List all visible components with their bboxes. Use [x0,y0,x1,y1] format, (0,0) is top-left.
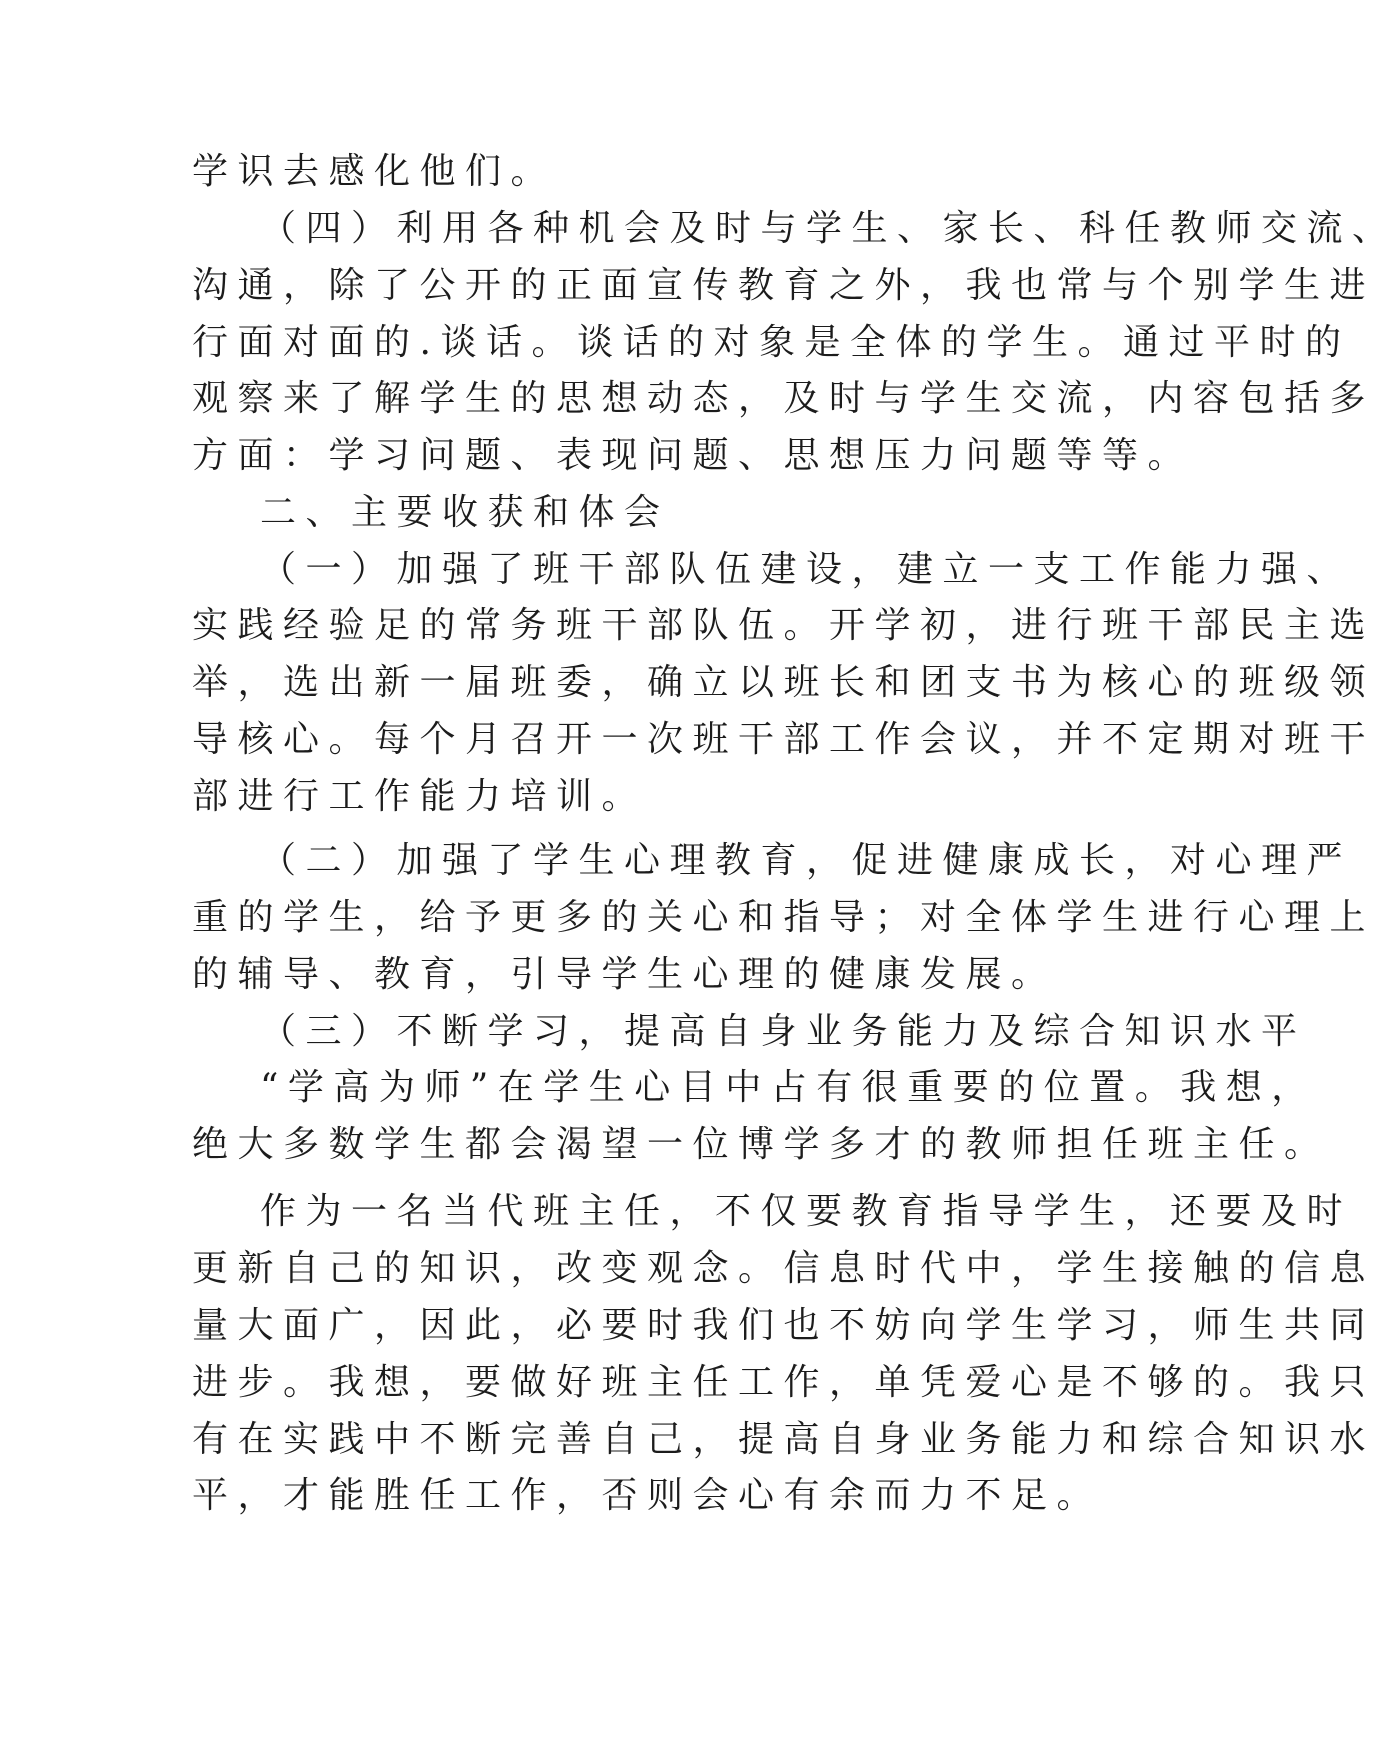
text-line: 部进行工作能力培训。 [192,776,648,817]
text-line: （二）加强了学生心理教育，促进健康成长，对心理严 [260,840,1353,881]
text-line: 更新自己的知识，改变观念。信息时代中，学生接触的信息 [192,1248,1376,1289]
text-line: 重的学生，给予更多的关心和指导；对全体学生进行心理上 [192,897,1376,938]
text-line: 导核心。每个月召开一次班干部工作会议，并不定期对班干 [192,719,1376,760]
text-line: “学高为师”在学生心目中占有很重要的位置。我想， [260,1067,1317,1108]
text-line: 沟通，除了公开的正面宣传教育之外，我也常与个别学生进 [192,265,1376,306]
text-line: （三）不断学习，提高自身业务能力及综合知识水平 [260,1011,1307,1052]
text-line: （四）利用各种机会及时与学生、家长、科任教师交流、 [260,208,1398,249]
text-line: 的辅导、教育，引导学生心理的健康发展。 [192,954,1057,995]
text-line: 作为一名当代班主任，不仅要教育指导学生，还要及时 [260,1191,1353,1232]
text-line: 量大面广，因此，必要时我们也不妨向学生学习，师生共同 [192,1305,1376,1346]
text-line: 绝大多数学生都会渴望一位博学多才的教师担任班主任。 [192,1124,1330,1165]
section-heading: 二、主要收获和体会 [260,492,670,533]
text-line: 平，才能胜任工作，否则会心有余而力不足。 [192,1475,1103,1516]
text-line: （一）加强了班干部队伍建设，建立一支工作能力强、 [260,549,1353,590]
text-line: 进步。我想，要做好班主任工作，单凭爱心是不够的。我只 [192,1362,1376,1403]
text-line: 观察来了解学生的思想动态，及时与学生交流，内容包括多 [192,378,1376,419]
text-line: 学识去感化他们。 [192,151,557,192]
text-line: 行面对面的.谈话。谈话的对象是全体的学生。通过平时的 [192,322,1351,363]
text-line: 举，选出新一届班委，确立以班长和团支书为核心的班级领 [192,662,1376,703]
text-line: 有在实践中不断完善自己，提高自身业务能力和综合知识水 [192,1419,1376,1460]
text-line: 实践经验足的常务班干部队伍。开学初，进行班干部民主选 [192,605,1376,646]
text-line: 方面：学习问题、表现问题、思想压力问题等等。 [192,435,1194,476]
